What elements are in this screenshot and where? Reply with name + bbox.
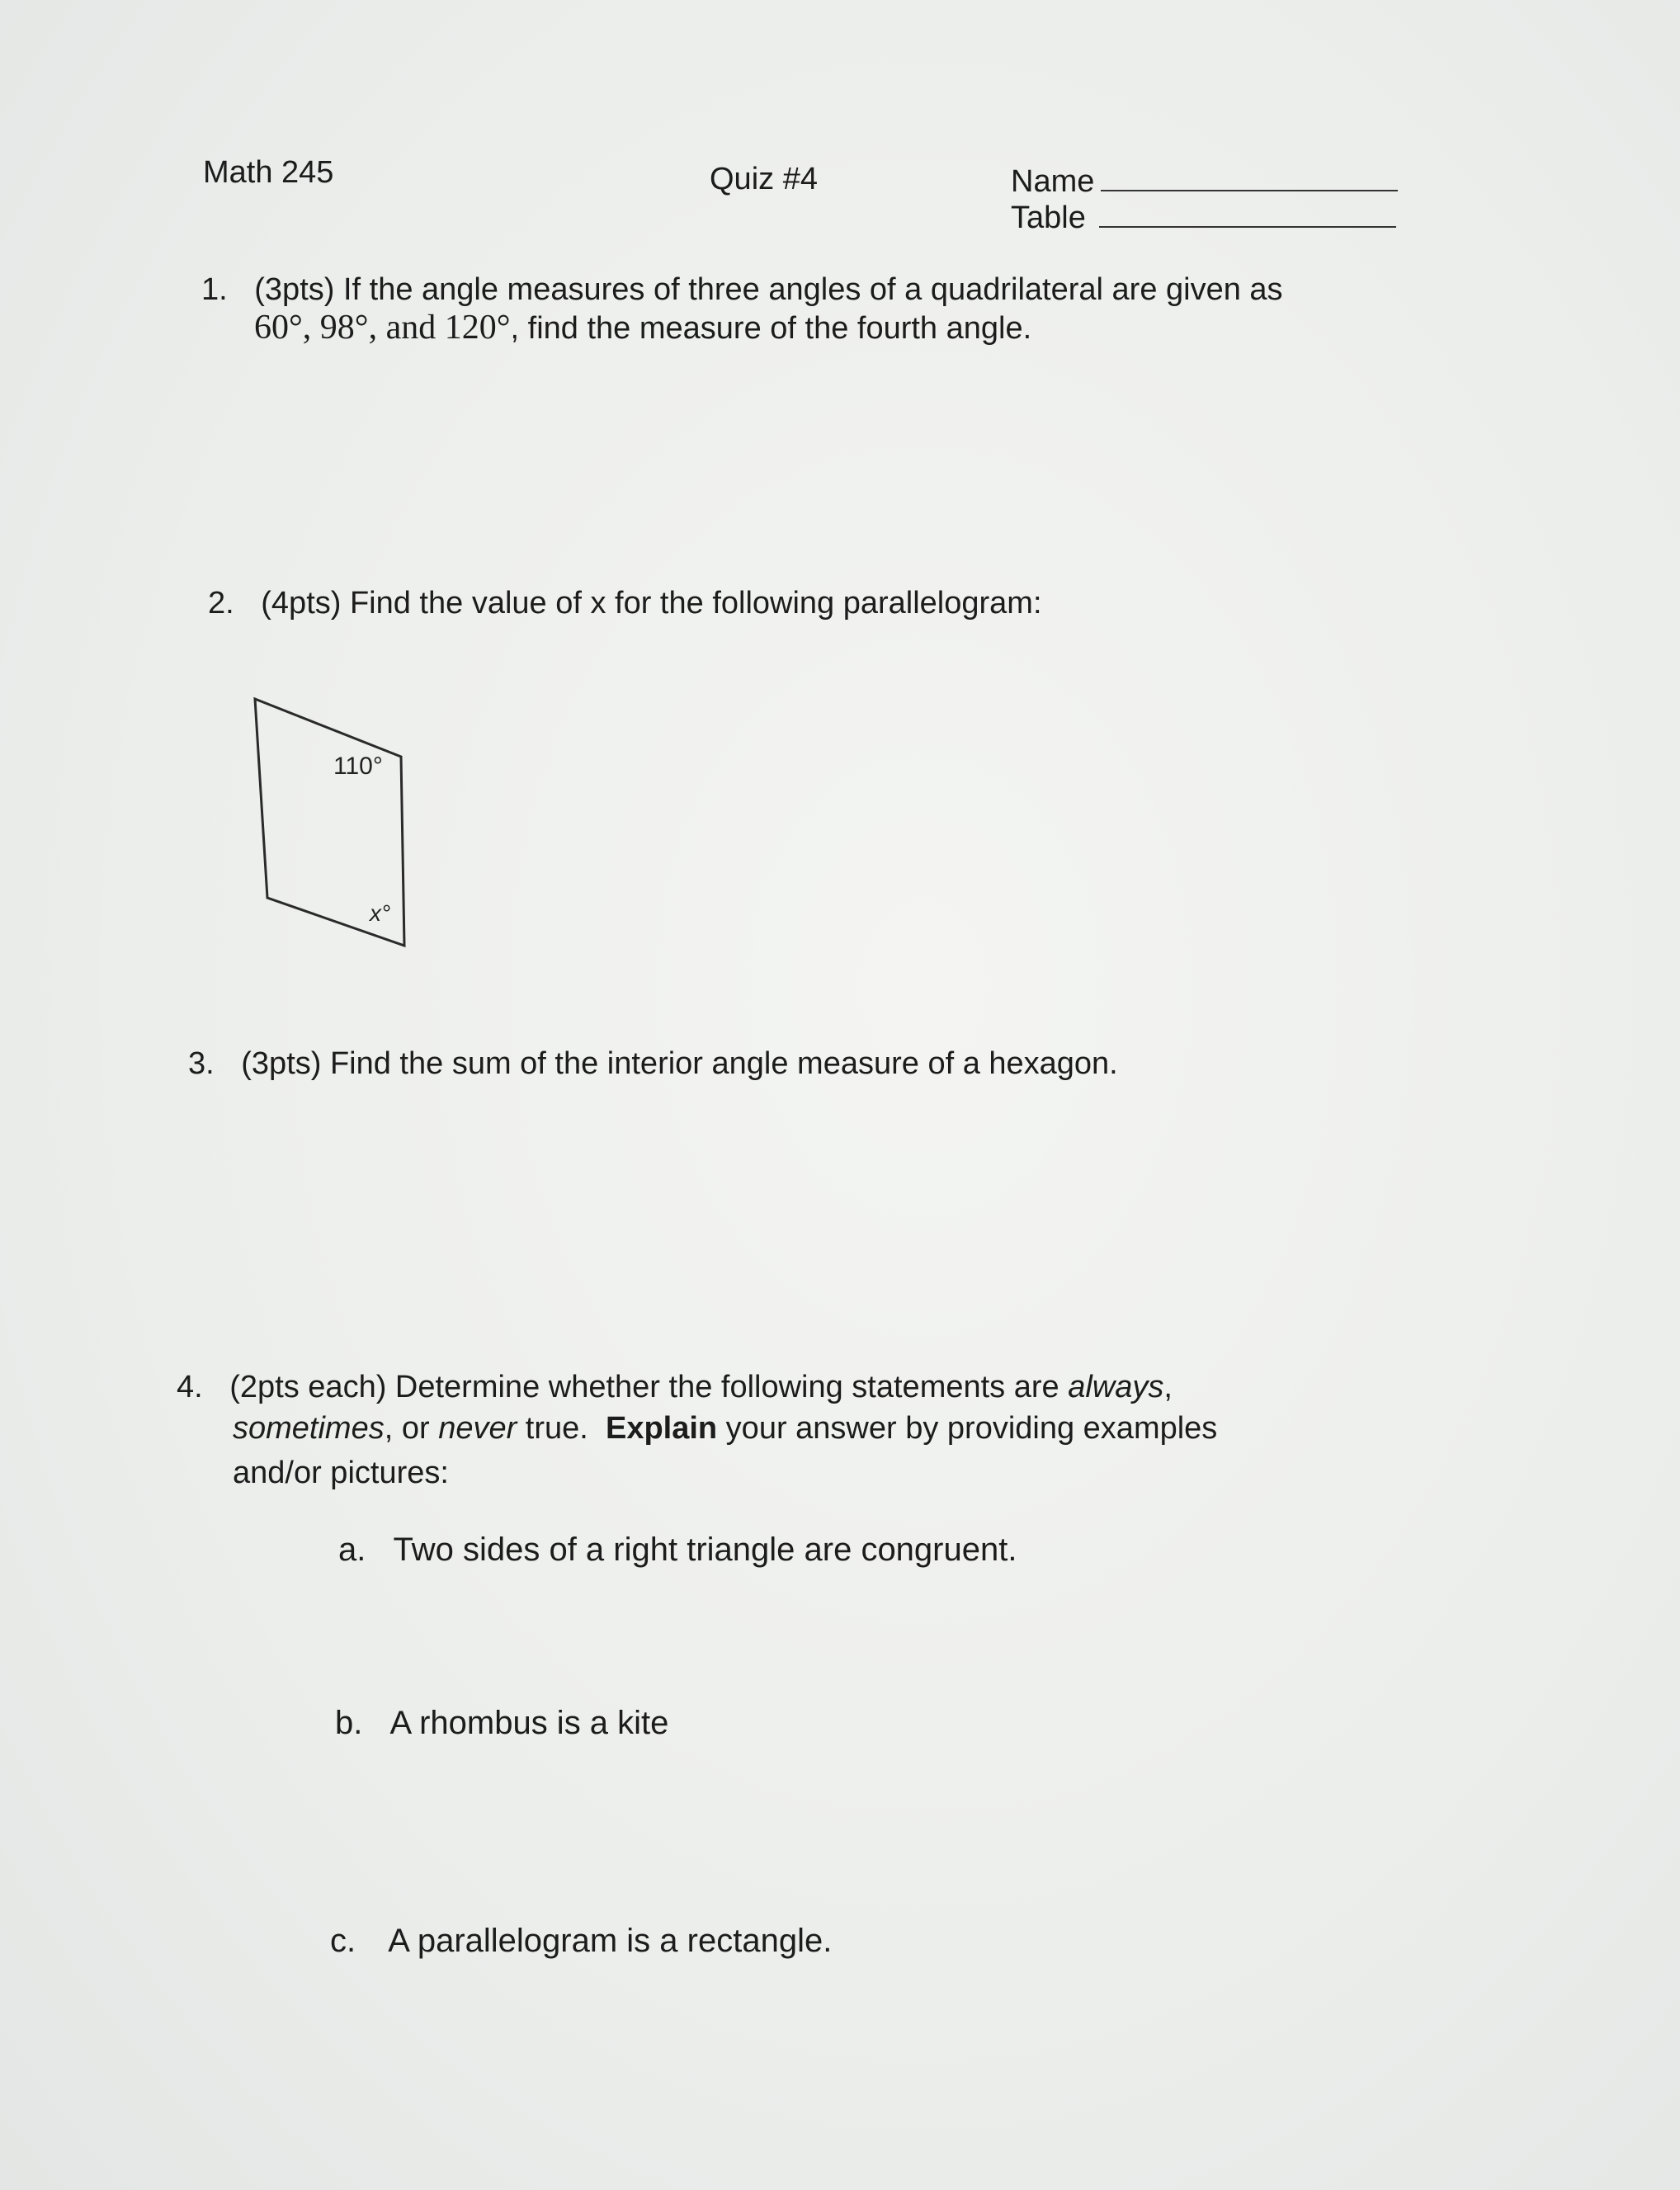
question-1-number: 1. <box>201 272 228 307</box>
question-4-text-2: your answer by providing examples <box>717 1411 1218 1446</box>
question-4-text-1: (2pts each) Determine whether the following statements are <box>229 1370 1069 1404</box>
question-2-number: 2. <box>208 586 234 621</box>
question-4-true: true. <box>517 1411 606 1446</box>
question-4-or: , or <box>384 1411 439 1446</box>
question-3 <box>188 1043 1118 1084</box>
course-title: Math 245 <box>203 155 334 190</box>
question-4-comma: , <box>1163 1370 1173 1404</box>
table-blank[interactable] <box>1099 198 1396 228</box>
question-4-always: always <box>1068 1370 1164 1404</box>
question-4a-text: Two sides of a right triangle are congruent. <box>393 1532 1017 1568</box>
question-1-line-1 <box>201 269 1283 310</box>
question-4-never: never <box>438 1411 517 1446</box>
question-4-line-1 <box>177 1366 1173 1408</box>
parallelogram-figure <box>248 685 429 957</box>
question-3-text: (3pts) Find the sum of the interior angle measure of a hexagon. <box>241 1046 1118 1081</box>
question-4-number: 4. <box>177 1370 203 1404</box>
question-4a-label: a. <box>338 1532 366 1568</box>
name-label: Name <box>1011 164 1095 199</box>
quiz-title: Quiz #4 <box>710 162 818 196</box>
name-field[interactable] <box>1011 162 1398 200</box>
question-1-line-2 <box>254 307 1031 349</box>
table-label: Table <box>1011 201 1086 235</box>
question-4-sometimes: sometimes <box>233 1411 385 1446</box>
question-1-text: (3pts) If the angle measures of three angles of a quadrilateral are given as <box>254 272 1283 307</box>
name-blank[interactable] <box>1101 162 1398 191</box>
question-4-explain: Explain <box>605 1411 718 1446</box>
table-field[interactable] <box>1011 198 1396 236</box>
question-2-text: (4pts) Find the value of x for the following parallelogram: <box>261 586 1042 621</box>
question-4-line-3: and/or pictures: <box>233 1456 449 1490</box>
angle-label-top: 110° <box>333 753 383 780</box>
question-4a <box>338 1532 1017 1569</box>
question-4c-text: A parallelogram is a rectangle. <box>388 1923 833 1959</box>
question-4b-text: A rhombus is a kite <box>389 1705 669 1741</box>
question-4-line-2 <box>233 1408 1217 1449</box>
question-4c-label: c. <box>330 1923 356 1959</box>
angle-label-bottom: x° <box>370 900 391 926</box>
question-1-rest: , find the measure of the fourth angle. <box>510 311 1032 346</box>
question-2 <box>208 583 1042 624</box>
question-3-number: 3. <box>188 1046 215 1081</box>
question-4b-label: b. <box>335 1705 363 1741</box>
question-4c <box>330 1923 832 1960</box>
question-1-math: 60°, 98°, and 120° <box>254 309 511 347</box>
question-4b <box>335 1705 668 1742</box>
